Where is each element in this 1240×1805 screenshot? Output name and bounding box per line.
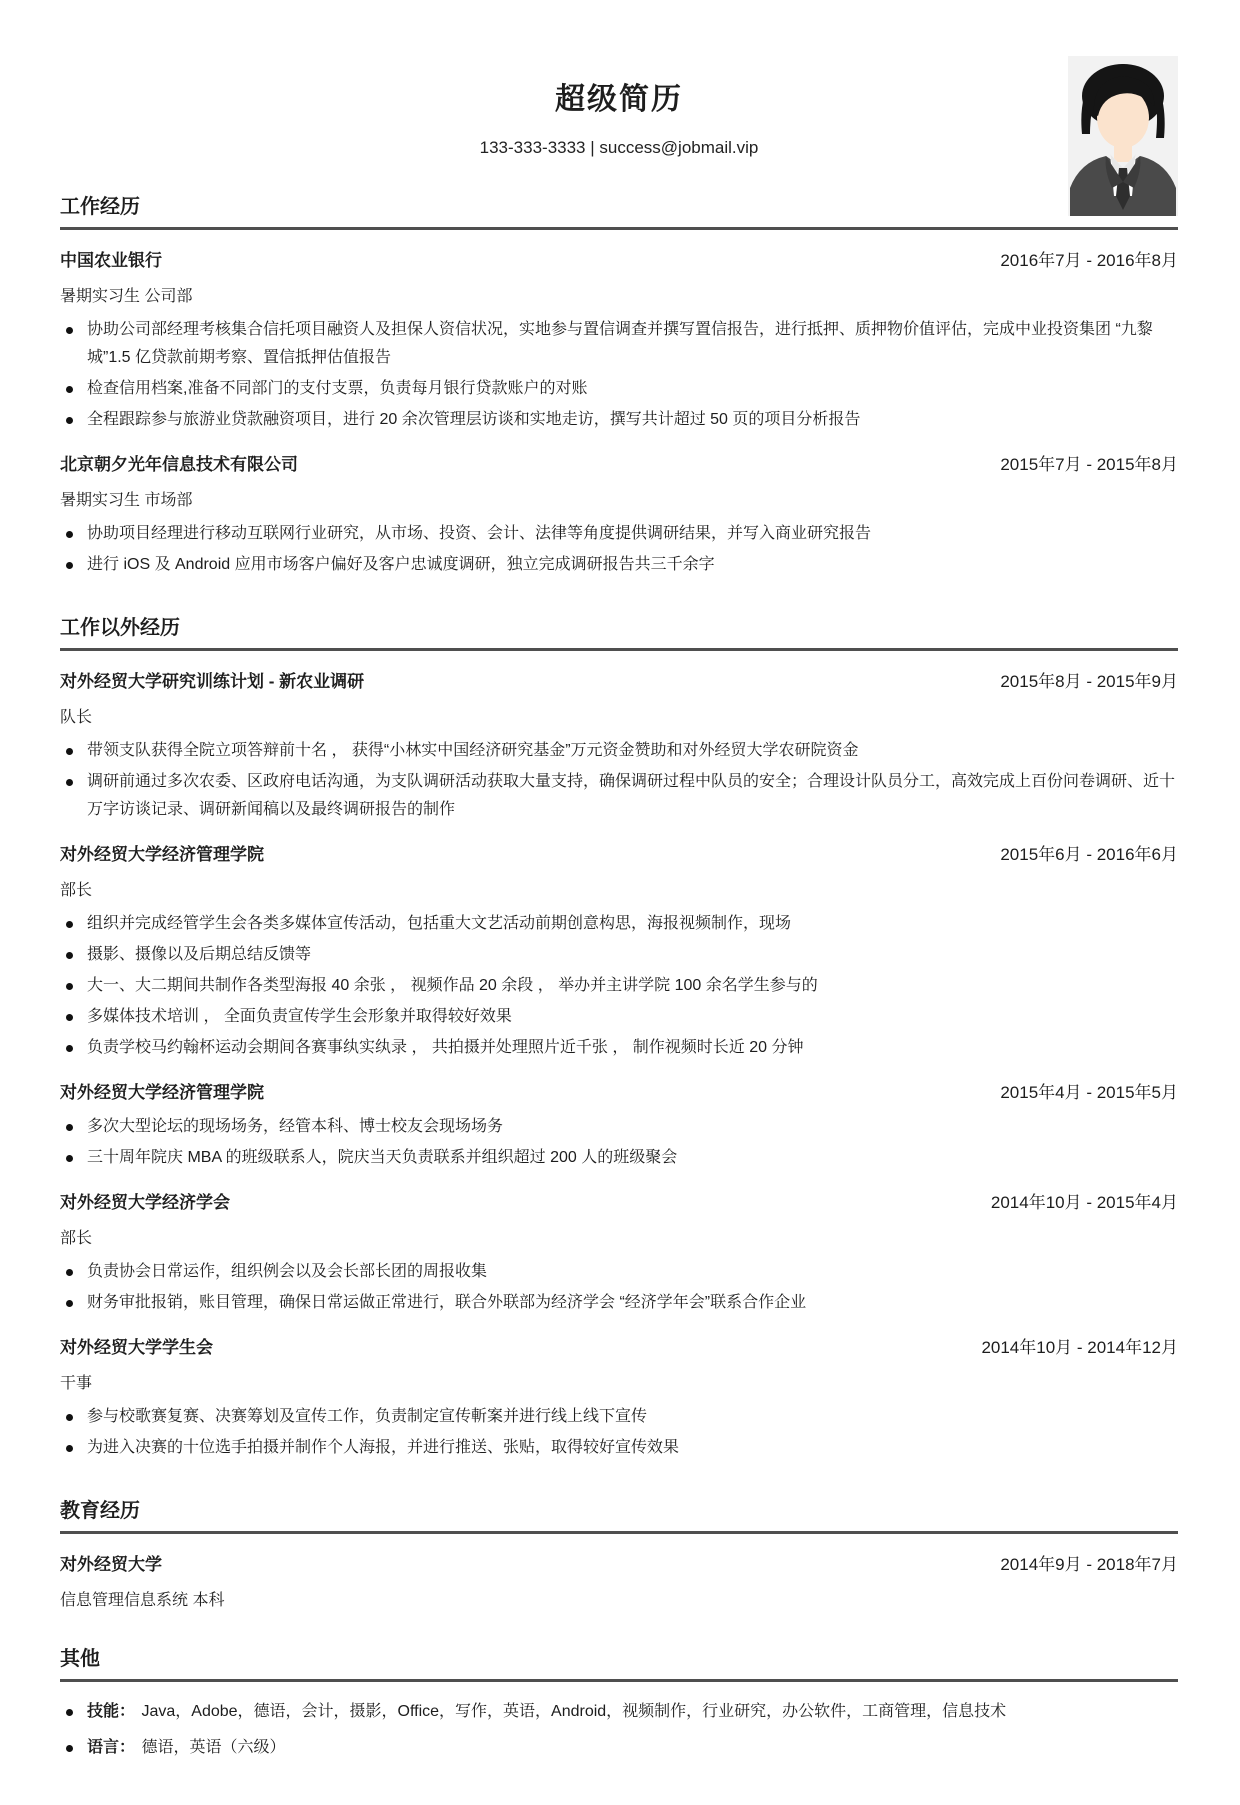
bullet-list <box>60 520 1178 579</box>
bullet-item: 大一、大二期间共制作各类型海报 40 余张 ， 视频作品 20 余段 ， 举办并主讲学院 100 余名学生参与的 <box>60 972 1178 1000</box>
org-name: 中国农业银行 <box>60 251 162 270</box>
org-name: 对外经贸大学研究训练计划 - 新农业调研 <box>60 672 365 691</box>
degree-line: 信息管理信息系统 本科 <box>60 1592 225 1609</box>
skills-text: Java，Adobe，德语，会计，摄影，Office，写作，英语，Android，视频制作，行业研究，办公软件，工商管理，信息技术 <box>141 1703 1007 1720</box>
date-range: 2015年8月 - 2015年9月 <box>1000 672 1178 691</box>
entry-head <box>60 840 1178 865</box>
org-name: 对外经贸大学学生会 <box>60 1338 213 1357</box>
bullet-item: 组织并完成经管学生会各类多媒体宣传活动，包括重大文艺活动前期创意构思，海报视频制作，现场 <box>60 910 1178 938</box>
bullet-item: 带领支队获得全院立项答辩前十名 ， 获得“小林实中国经济研究基金”万元资金赞助和对外经贸大学农研院资金 <box>60 737 1178 765</box>
role-line: 干事 <box>60 1375 93 1392</box>
bullet-item: 为进入决赛的十位选手拍摄并制作个人海报，并进行推送、张贴，取得较好宣传效果 <box>60 1434 1178 1462</box>
date-range: 2014年10月 - 2015年4月 <box>990 1193 1178 1212</box>
bullet-list <box>60 737 1178 824</box>
entry-head <box>60 1550 1178 1575</box>
bullet-item: 全程跟踪参与旅游业贷款融资项目，进行 20 余次管理层访谈和实地走访，撰写共计超过 50 页的项目分析报告 <box>60 406 1178 434</box>
avatar <box>1068 56 1178 216</box>
entry-head <box>60 1078 1178 1103</box>
experience-entry <box>60 667 1178 824</box>
language-item <box>60 1734 1178 1762</box>
avatar-illustration <box>1068 56 1178 216</box>
org-name: 对外经贸大学经济管理学院 <box>60 1083 264 1102</box>
section-other <box>60 1642 1178 1762</box>
education-entry <box>60 1550 1178 1610</box>
bullet-item: 负责协会日常运作，组织例会以及会长部长团的周报收集 <box>60 1258 1178 1286</box>
date-range: 2014年10月 - 2014年12月 <box>981 1338 1178 1357</box>
date-range: 2015年4月 - 2015年5月 <box>1000 1083 1178 1102</box>
bullet-list <box>60 1403 1178 1462</box>
bullet-item: 进行 iOS 及 Android 应用市场客户偏好及客户忠诚度调研，独立完成调研报告共三千余字 <box>60 551 1178 579</box>
school-name: 对外经贸大学 <box>60 1555 162 1574</box>
skills-label: 技能： <box>87 1703 136 1720</box>
role-line: 暑期实习生 市场部 <box>60 492 193 509</box>
date-range: 2014年9月 - 2018年7月 <box>1000 1555 1178 1574</box>
experience-entry <box>60 840 1178 1062</box>
entry-head <box>60 1333 1178 1358</box>
bullet-item: 调研前通过多次农委、区政府电话沟通，为支队调研活动获取大量支持，确保调研过程中队员的安全；合理设计队员分工，高效完成上百份问卷调研、近十万字访谈记录、调研新闻稿以及最终调研报告的制作 <box>60 768 1178 824</box>
entry-head <box>60 450 1178 475</box>
bullet-item: 协助公司部经理考核集合信托项目融资人及担保人资信状况，实地参与置信调查并撰写置信报告，进行抵押、质押物价值评估，完成中业投资集团 “九黎城”1.5 亿贷款前期考察、置信抵押估值报告 <box>60 316 1178 372</box>
entry-head <box>60 1188 1178 1213</box>
org-name: 对外经贸大学经济学会 <box>60 1193 230 1212</box>
experience-entry <box>60 450 1178 579</box>
role-line: 部长 <box>60 882 93 899</box>
role-line: 部长 <box>60 1230 93 1247</box>
bullet-item: 协助项目经理进行移动互联网行业研究，从市场、投资、会计、法律等角度提供调研结果，并写入商业研究报告 <box>60 520 1178 548</box>
date-range: 2016年7月 - 2016年8月 <box>1000 251 1178 270</box>
org-name: 北京朝夕光年信息技术有限公司 <box>60 455 298 474</box>
date-range: 2015年7月 - 2015年8月 <box>1000 455 1178 474</box>
bullet-item: 负责学校马约翰杯运动会期间各赛事纨实纨录 ， 共拍摄并处理照片近千张 ， 制作视频时长近 20 分钟 <box>60 1034 1178 1062</box>
bullet-item: 参与校歌赛复赛、决赛筹划及宣传工作，负责制定宣传斬案并进行线上线下宣传 <box>60 1403 1178 1431</box>
resume-header <box>60 74 1178 158</box>
other-list <box>60 1698 1178 1762</box>
experience-entry <box>60 1333 1178 1462</box>
entry-head <box>60 246 1178 271</box>
language-text: 德语，英语（六级） <box>141 1739 286 1756</box>
section-heading: 其他 <box>60 1642 1178 1682</box>
section-education <box>60 1494 1178 1610</box>
role-line: 暑期实习生 公司部 <box>60 288 193 305</box>
bullet-list <box>60 1258 1178 1317</box>
contact-line: 133-333-3333 | success@jobmail.vip <box>479 138 759 157</box>
section-work <box>60 190 1178 579</box>
section-heading: 工作以外经历 <box>60 611 1178 651</box>
bullet-item: 摄影、摄像以及后期总结反馈等 <box>60 941 1178 969</box>
bullet-list <box>60 910 1178 1062</box>
bullet-item: 三十周年院庆 MBA 的班级联系人，院庆当天负责联系并组织超过 200 人的班级聚会 <box>60 1144 1178 1172</box>
bullet-item: 检查信用档案,准备不同部门的支付支票，负责每月银行贷款账户的对账 <box>60 375 1178 403</box>
section-heading: 工作经历 <box>60 190 1178 230</box>
experience-entry <box>60 1078 1178 1172</box>
skills-item <box>60 1698 1178 1726</box>
date-range: 2015年6月 - 2016年6月 <box>1000 845 1178 864</box>
bullet-list <box>60 316 1178 434</box>
bullet-item: 财务审批报销，账目管理，确保日常运做正常进行，联合外联部为经济学会 “经济学年会”联系合作企业 <box>60 1289 1178 1317</box>
language-label: 语言： <box>87 1739 136 1756</box>
bullet-item: 多次大型论坛的现场场务，经管本科、博士校友会现场场务 <box>60 1113 1178 1141</box>
role-line: 队长 <box>60 709 93 726</box>
bullet-item: 多媒体技术培训 ， 全面负责宣传学生会形象并取得较好效果 <box>60 1003 1178 1031</box>
experience-entry <box>60 246 1178 434</box>
bullet-list <box>60 1113 1178 1172</box>
experience-entry <box>60 1188 1178 1317</box>
entry-head <box>60 667 1178 692</box>
section-heading: 教育经历 <box>60 1494 1178 1534</box>
section-extra <box>60 611 1178 1462</box>
resume-title: 超级简历 <box>555 83 683 116</box>
org-name: 对外经贸大学经济管理学院 <box>60 845 264 864</box>
